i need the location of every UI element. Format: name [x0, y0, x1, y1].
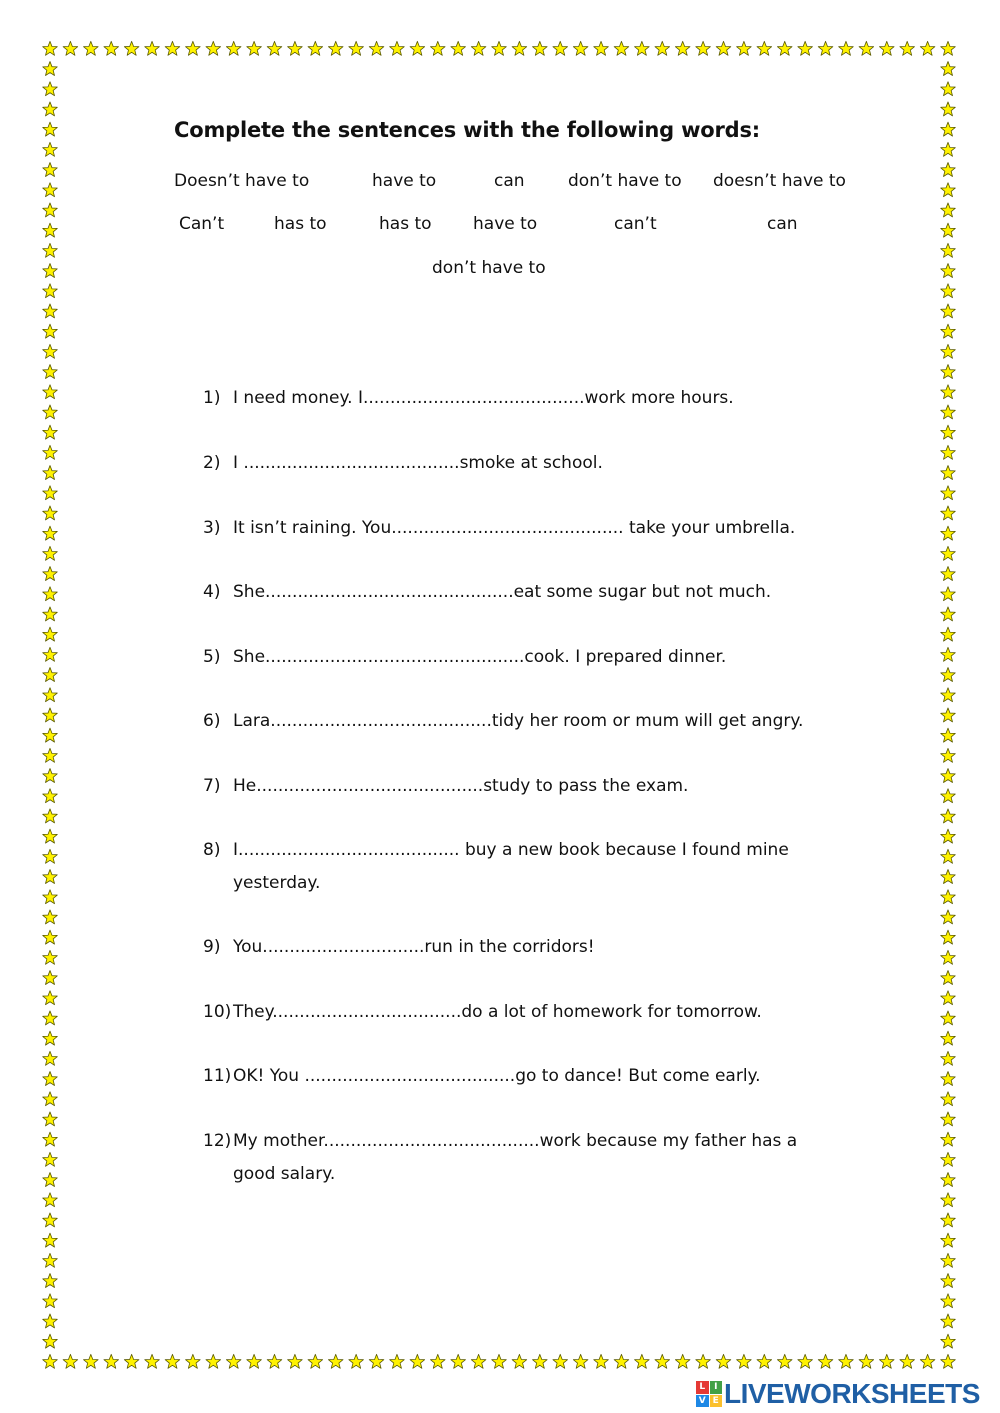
border-star-icon: [43, 1294, 58, 1308]
border-star-icon: [941, 304, 956, 318]
logo-text: LIVEWORKSHEETS: [724, 1378, 980, 1409]
border-star-icon: [941, 466, 956, 480]
border-star-icon: [206, 41, 221, 55]
border-star-icon: [43, 1173, 58, 1187]
border-star-icon: [941, 445, 956, 459]
border-star-icon: [798, 41, 813, 55]
border-star-icon: [757, 1354, 772, 1368]
border-star-icon: [43, 183, 58, 197]
border-star-icon: [288, 1354, 303, 1368]
border-star-icon: [941, 1011, 956, 1025]
border-star-icon: [390, 1354, 405, 1368]
border-star-icon: [941, 546, 956, 560]
border-star-icon: [920, 41, 935, 55]
border-star-icon: [267, 41, 282, 55]
border-star-icon: [492, 1354, 507, 1368]
border-star-icon: [941, 324, 956, 338]
border-star-icon: [941, 809, 956, 823]
item-number: 10): [203, 1002, 232, 1022]
border-star-icon: [941, 1051, 956, 1065]
border-star-icon: [410, 1354, 425, 1368]
border-star-icon: [941, 1354, 956, 1368]
border-star-icon: [104, 1354, 119, 1368]
border-star-icon: [43, 688, 58, 702]
border-star-icon: [920, 1354, 935, 1368]
border-star-icon: [43, 41, 58, 55]
border-star-icon: [43, 1354, 58, 1368]
border-star-icon: [43, 1031, 58, 1045]
border-star-icon: [941, 1173, 956, 1187]
border-star-icon: [43, 627, 58, 641]
border-star-icon: [941, 607, 956, 621]
border-star-icon: [43, 769, 58, 783]
border-star-icon: [737, 1354, 752, 1368]
border-star-icon: [226, 41, 241, 55]
border-star-icon: [451, 1354, 466, 1368]
border-star-icon: [369, 1354, 384, 1368]
border-star-icon: [941, 102, 956, 116]
border-star-icon: [941, 829, 956, 843]
border-star-icon: [43, 122, 58, 136]
border-star-icon: [512, 1354, 527, 1368]
border-star-icon: [43, 708, 58, 722]
border-star-icon: [471, 41, 486, 55]
border-star-icon: [941, 526, 956, 540]
border-star-icon: [879, 1354, 894, 1368]
border-star-icon: [941, 142, 956, 156]
border-star-icon: [43, 223, 58, 237]
border-star-icon: [859, 1354, 874, 1368]
border-star-icon: [308, 1354, 323, 1368]
border-star-icon: [594, 1354, 609, 1368]
border-star-icon: [777, 1354, 792, 1368]
border-star-icon: [84, 41, 99, 55]
border-star-icon: [43, 506, 58, 520]
item-number: 1): [203, 388, 221, 408]
border-star-icon: [716, 41, 731, 55]
border-star-icon: [43, 142, 58, 156]
border-star-icon: [941, 849, 956, 863]
border-star-icon: [941, 1233, 956, 1247]
border-star-icon: [716, 1354, 731, 1368]
border-star-icon: [471, 1354, 486, 1368]
border-star-icon: [43, 344, 58, 358]
page-title: Complete the sentences with the following words:: [174, 118, 760, 142]
border-star-icon: [941, 950, 956, 964]
item-text-continued: yesterday.: [233, 873, 321, 893]
border-star-icon: [941, 1213, 956, 1227]
word-bank-item: can’t: [614, 214, 657, 234]
border-star-icon: [941, 627, 956, 641]
border-star-icon: [43, 809, 58, 823]
liveworksheets-logo[interactable]: [696, 1379, 980, 1409]
border-star-icon: [941, 62, 956, 76]
border-star-icon: [675, 1354, 690, 1368]
border-star-icon: [43, 890, 58, 904]
border-star-icon: [328, 1354, 343, 1368]
border-star-icon: [533, 41, 548, 55]
border-star-icon: [553, 1354, 568, 1368]
logo-badge-icon: [696, 1381, 722, 1407]
border-star-icon: [941, 1031, 956, 1045]
item-text: She................................................cook. I prepared dinner.: [233, 647, 727, 667]
border-star-icon: [43, 1112, 58, 1126]
border-star-icon: [941, 163, 956, 177]
border-star-icon: [43, 425, 58, 439]
border-star-icon: [43, 789, 58, 803]
border-star-icon: [145, 41, 160, 55]
border-star-icon: [43, 62, 58, 76]
border-star-icon: [941, 486, 956, 500]
border-star-icon: [941, 567, 956, 581]
border-star-icon: [941, 243, 956, 257]
item-text: They...................................do a lot of homework for tomorrow.: [233, 1002, 762, 1022]
border-star-icon: [941, 971, 956, 985]
word-bank-item: can: [767, 214, 798, 234]
border-star-icon: [43, 849, 58, 863]
border-star-icon: [941, 183, 956, 197]
border-star-icon: [573, 41, 588, 55]
border-star-icon: [839, 41, 854, 55]
border-star-icon: [941, 122, 956, 136]
border-star-icon: [594, 41, 609, 55]
item-text-continued: good salary.: [233, 1164, 336, 1184]
item-number: 5): [203, 647, 221, 667]
item-text: I need money. I.........................................work more hours.: [233, 388, 734, 408]
border-star-icon: [941, 82, 956, 96]
border-star-icon: [43, 1152, 58, 1166]
border-star-icon: [941, 1092, 956, 1106]
border-star-icon: [941, 991, 956, 1005]
border-star-icon: [165, 1354, 180, 1368]
border-star-icon: [43, 587, 58, 601]
border-star-icon: [696, 41, 711, 55]
border-star-icon: [43, 991, 58, 1005]
border-star-icon: [43, 829, 58, 843]
border-star-icon: [43, 526, 58, 540]
border-star-icon: [941, 748, 956, 762]
border-star-icon: [43, 445, 58, 459]
border-star-icon: [941, 1274, 956, 1288]
word-bank-item: doesn’t have to: [713, 171, 846, 191]
border-star-icon: [43, 385, 58, 399]
word-bank-item: has to: [379, 214, 432, 234]
border-star-icon: [43, 365, 58, 379]
border-star-icon: [43, 1072, 58, 1086]
border-star-icon: [43, 1334, 58, 1348]
border-star-icon: [941, 1334, 956, 1348]
border-star-icon: [247, 1354, 262, 1368]
border-star-icon: [941, 203, 956, 217]
border-star-icon: [941, 870, 956, 884]
border-star-icon: [165, 41, 180, 55]
border-star-icon: [941, 728, 956, 742]
border-star-icon: [941, 890, 956, 904]
border-star-icon: [879, 41, 894, 55]
logo-badge-letter: V: [696, 1395, 709, 1408]
border-star-icon: [818, 41, 833, 55]
item-text: She..............................................eat some sugar but not much.: [233, 582, 772, 602]
border-star-icon: [410, 41, 425, 55]
border-star-icon: [328, 41, 343, 55]
border-star-icon: [941, 1294, 956, 1308]
item-number: 3): [203, 518, 221, 538]
border-star-icon: [43, 1193, 58, 1207]
word-bank-item: have to: [372, 171, 437, 191]
word-bank-item: don’t have to: [432, 258, 546, 278]
word-bank-item: have to: [473, 214, 538, 234]
border-star-icon: [349, 41, 364, 55]
border-star-icon: [941, 647, 956, 661]
border-star-icon: [553, 41, 568, 55]
item-number: 6): [203, 711, 221, 731]
item-number: 12): [203, 1131, 232, 1151]
border-star-icon: [206, 1354, 221, 1368]
border-star-icon: [43, 1314, 58, 1328]
border-star-icon: [288, 41, 303, 55]
border-star-icon: [941, 668, 956, 682]
border-star-icon: [43, 1011, 58, 1025]
word-bank-item: Can’t: [179, 214, 225, 234]
border-star-icon: [941, 688, 956, 702]
border-star-icon: [655, 1354, 670, 1368]
border-star-icon: [43, 163, 58, 177]
border-star-icon: [43, 486, 58, 500]
border-star-icon: [655, 41, 670, 55]
item-number: 8): [203, 840, 221, 860]
logo-badge-letter: L: [696, 1381, 709, 1394]
border-star-icon: [941, 264, 956, 278]
border-star-icon: [859, 41, 874, 55]
border-star-icon: [145, 1354, 160, 1368]
border-star-icon: [43, 243, 58, 257]
item-text: My mother........................................work because my father has a: [233, 1131, 798, 1151]
border-star-icon: [43, 668, 58, 682]
border-star-icon: [941, 365, 956, 379]
border-star-icon: [84, 1354, 99, 1368]
border-star-icon: [941, 1253, 956, 1267]
border-star-icon: [818, 1354, 833, 1368]
item-text: Lara.........................................tidy her room or mum will get angry.: [233, 711, 804, 731]
border-star-icon: [43, 546, 58, 560]
word-bank-item: Doesn’t have to: [174, 171, 310, 191]
border-star-icon: [43, 102, 58, 116]
border-star-icon: [941, 1193, 956, 1207]
border-star-icon: [43, 1274, 58, 1288]
item-text: He..........................................study to pass the exam.: [233, 776, 689, 796]
border-star-icon: [349, 1354, 364, 1368]
item-text: OK! You .......................................go to dance! But come early.: [233, 1066, 761, 1086]
logo-badge-letter: E: [710, 1395, 723, 1408]
border-star-icon: [614, 1354, 629, 1368]
logo-badge-letter: I: [710, 1381, 723, 1394]
border-star-icon: [43, 910, 58, 924]
border-star-icon: [573, 1354, 588, 1368]
border-star-icon: [43, 466, 58, 480]
border-star-icon: [941, 1314, 956, 1328]
border-star-icon: [839, 1354, 854, 1368]
border-star-icon: [43, 1213, 58, 1227]
border-star-icon: [43, 950, 58, 964]
item-number: 11): [203, 1066, 232, 1086]
item-text: I ........................................smoke at school.: [233, 453, 603, 473]
item-text: I......................................... buy a new book because I found mine: [233, 840, 789, 860]
border-star-icon: [941, 789, 956, 803]
border-star-icon: [124, 1354, 139, 1368]
item-number: 2): [203, 453, 221, 473]
border-star-icon: [390, 41, 405, 55]
border-star-icon: [941, 910, 956, 924]
border-star-icon: [696, 1354, 711, 1368]
item-number: 7): [203, 776, 221, 796]
border-star-icon: [675, 41, 690, 55]
border-star-icon: [941, 1132, 956, 1146]
border-star-icon: [43, 1132, 58, 1146]
border-star-icon: [369, 41, 384, 55]
border-star-icon: [941, 1072, 956, 1086]
border-star-icon: [451, 41, 466, 55]
word-bank-item: has to: [274, 214, 327, 234]
border-star-icon: [757, 41, 772, 55]
border-star-icon: [941, 587, 956, 601]
item-text: It isn’t raining. You........................................... take your umbrella.: [233, 518, 796, 538]
border-star-icon: [43, 1233, 58, 1247]
border-star-icon: [430, 1354, 445, 1368]
border-star-icon: [798, 1354, 813, 1368]
border-star-icon: [941, 284, 956, 298]
border-star-icon: [941, 405, 956, 419]
border-star-icon: [43, 1092, 58, 1106]
border-star-icon: [900, 41, 915, 55]
border-star-icon: [43, 870, 58, 884]
border-star-icon: [941, 425, 956, 439]
border-star-icon: [104, 41, 119, 55]
border-star-icon: [635, 41, 650, 55]
border-star-icon: [941, 344, 956, 358]
border-star-icon: [900, 1354, 915, 1368]
border-star-icon: [43, 82, 58, 96]
border-star-icon: [43, 264, 58, 278]
border-star-icon: [267, 1354, 282, 1368]
border-star-icon: [186, 1354, 201, 1368]
border-star-icon: [63, 1354, 78, 1368]
border-star-icon: [941, 1152, 956, 1166]
border-star-icon: [941, 506, 956, 520]
border-star-icon: [63, 41, 78, 55]
border-star-icon: [43, 1253, 58, 1267]
border-star-icon: [533, 1354, 548, 1368]
border-star-icon: [941, 930, 956, 944]
border-star-icon: [43, 971, 58, 985]
border-star-icon: [186, 41, 201, 55]
border-star-icon: [737, 41, 752, 55]
border-star-icon: [43, 930, 58, 944]
border-star-icon: [43, 728, 58, 742]
border-star-icon: [43, 405, 58, 419]
border-star-icon: [43, 1051, 58, 1065]
border-star-icon: [941, 769, 956, 783]
border-star-icon: [43, 304, 58, 318]
border-star-icon: [308, 41, 323, 55]
border-star-icon: [777, 41, 792, 55]
item-text: You..............................run in the corridors!: [233, 937, 595, 957]
border-star-icon: [941, 41, 956, 55]
border-star-icon: [614, 41, 629, 55]
border-star-icon: [226, 1354, 241, 1368]
border-star-icon: [124, 41, 139, 55]
border-star-icon: [430, 41, 445, 55]
item-number: 9): [203, 937, 221, 957]
border-star-icon: [941, 708, 956, 722]
border-star-icon: [492, 41, 507, 55]
border-star-icon: [43, 607, 58, 621]
border-star-icon: [43, 324, 58, 338]
border-star-icon: [512, 41, 527, 55]
border-star-icon: [43, 567, 58, 581]
border-star-icon: [43, 647, 58, 661]
border-star-icon: [247, 41, 262, 55]
border-star-icon: [43, 203, 58, 217]
border-star-icon: [43, 284, 58, 298]
border-star-icon: [635, 1354, 650, 1368]
border-star-icon: [941, 223, 956, 237]
word-bank-item: can: [494, 171, 525, 191]
border-star-icon: [941, 1112, 956, 1126]
border-star-icon: [941, 385, 956, 399]
word-bank-item: don’t have to: [568, 171, 682, 191]
border-star-icon: [43, 748, 58, 762]
item-number: 4): [203, 582, 221, 602]
